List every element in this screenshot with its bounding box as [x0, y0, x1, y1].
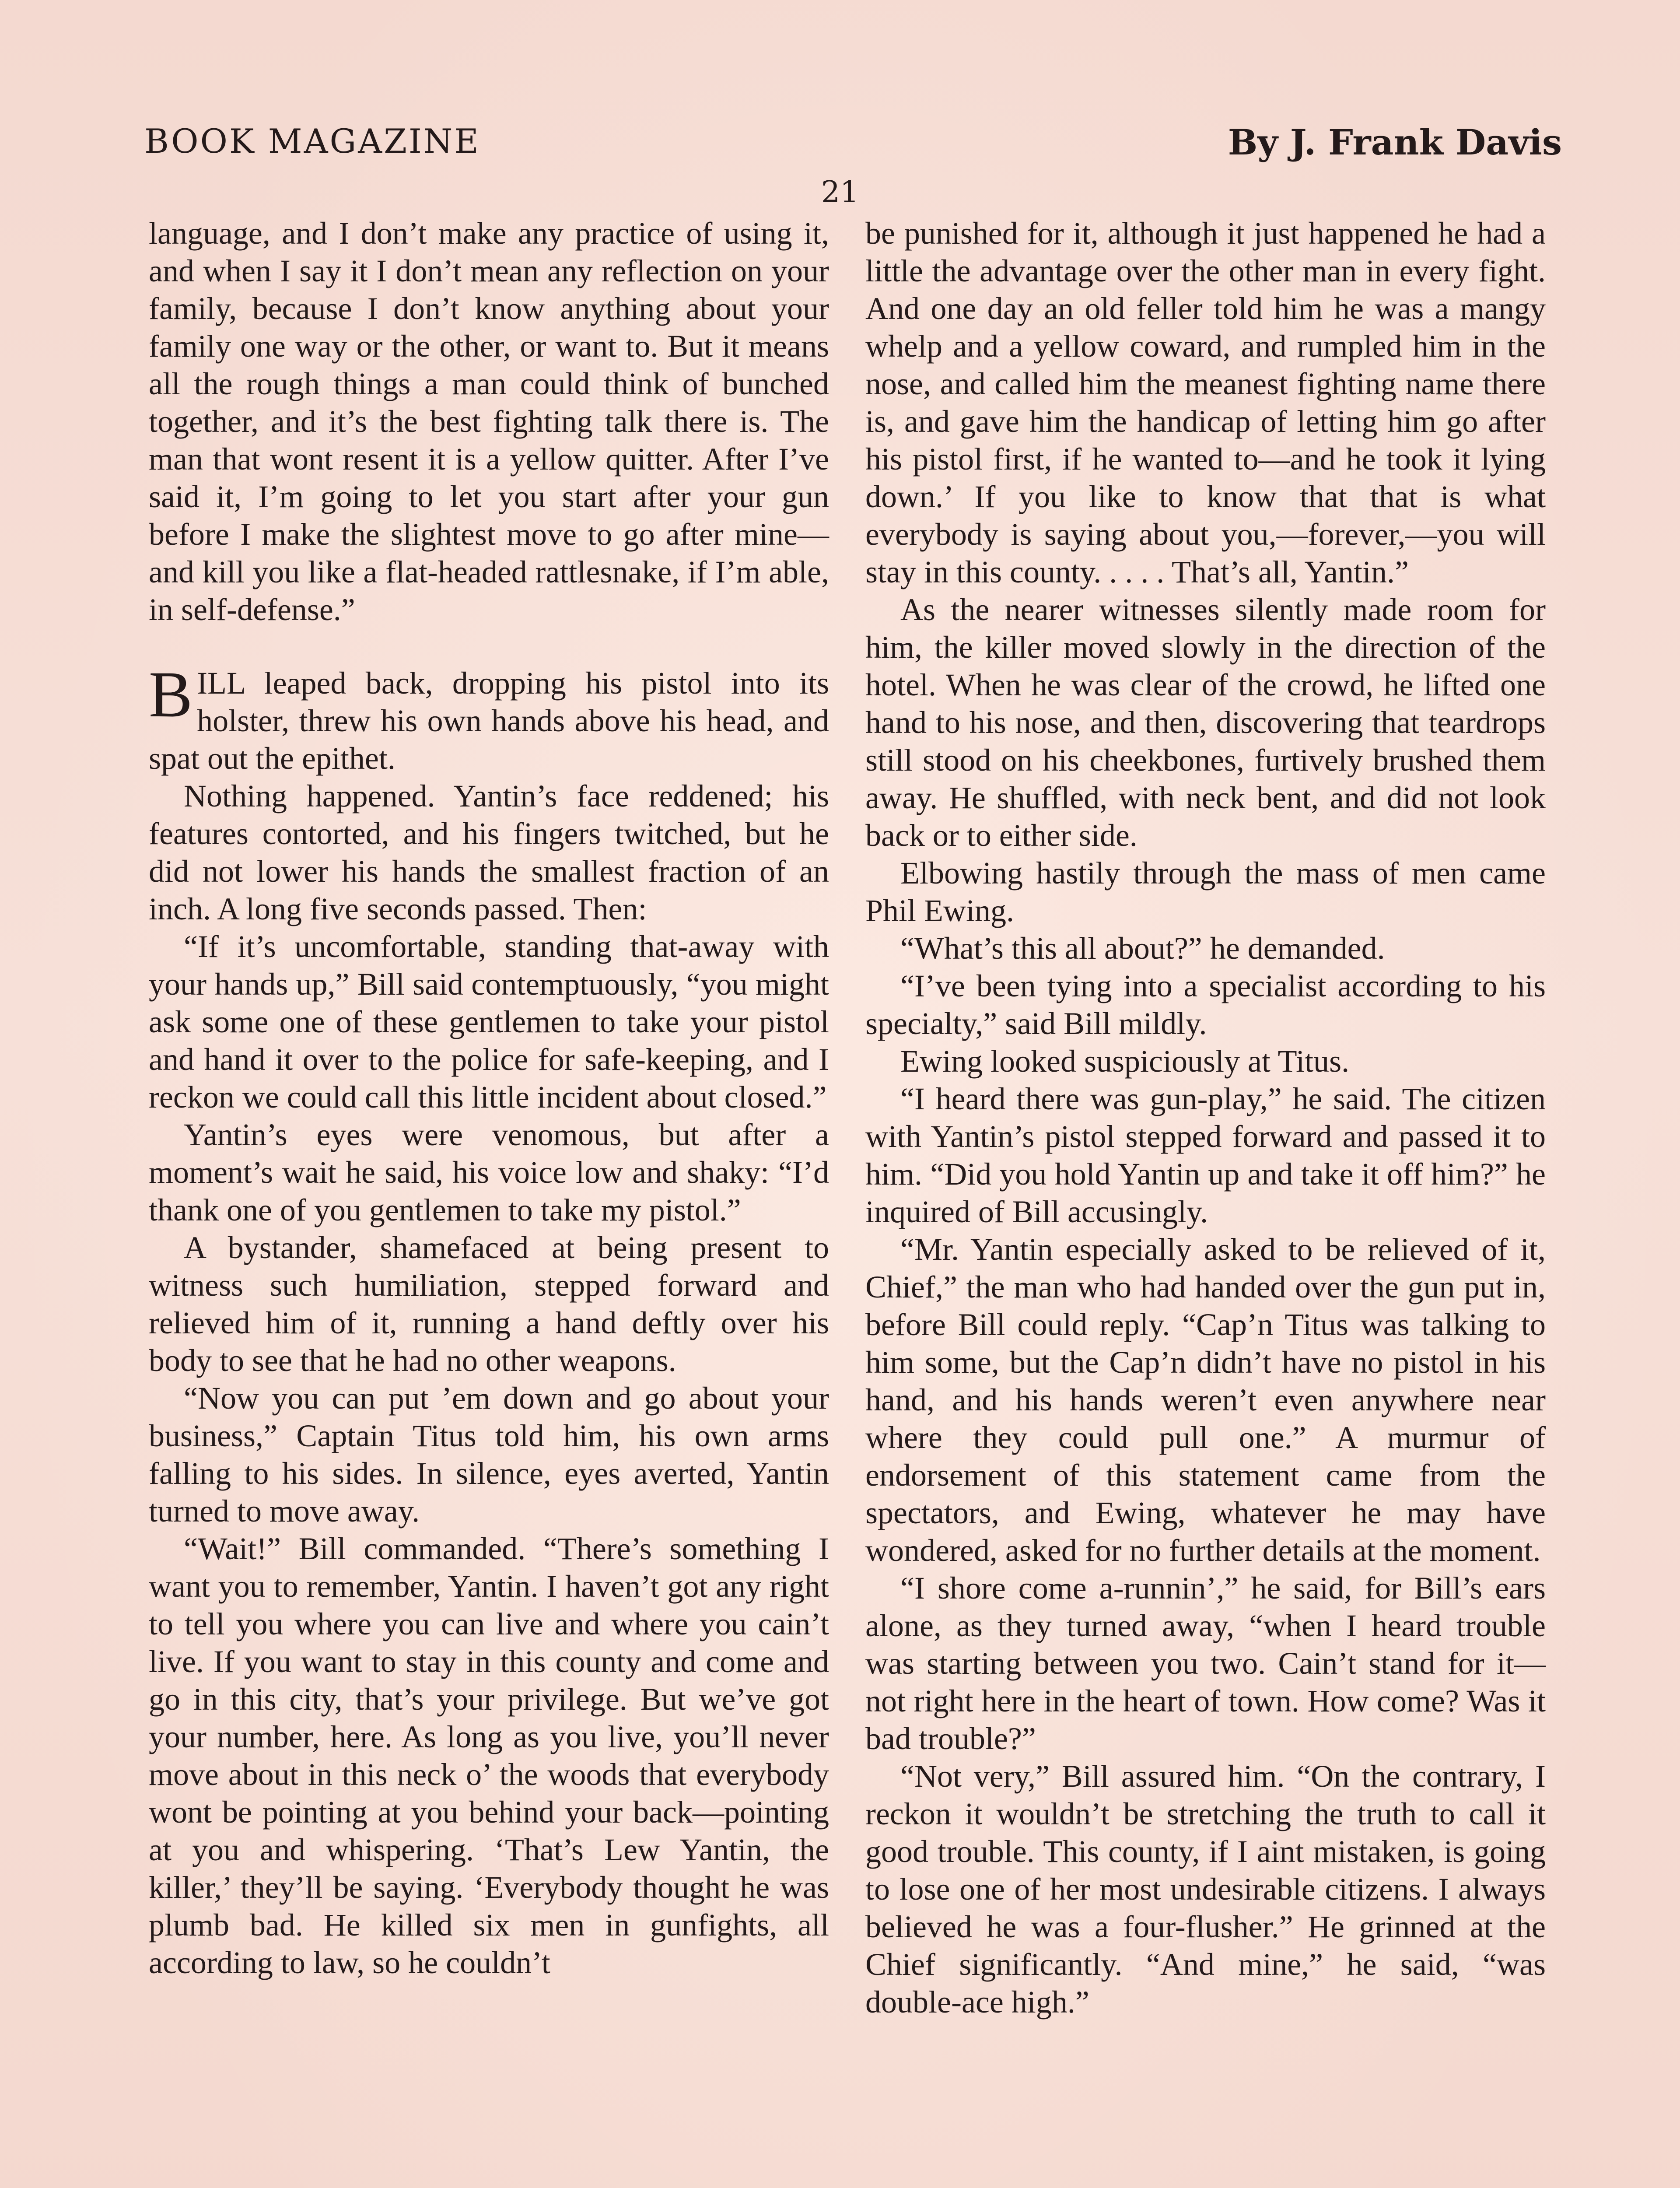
right-column — [865, 214, 1546, 2021]
paragraph: Elbowing hastily through the mass of men came Phil Ewing. — [865, 856, 1546, 928]
page-header — [144, 122, 1562, 170]
paragraph: “I’ve been tying into a specialist according to his specialty,” said Bill mildly. — [865, 968, 1546, 1041]
paragraph: Yantin’s eyes were venomous, but after a moment’s wait he said, his voice low and shaky: “I’d thank one of you gentlemen to take my pistol.” — [149, 1117, 829, 1227]
paragraph: “Now you can put ’em down and go about your business,” Captain Titus told him, his own arms falling to his sides. In silence, eyes averted, Yantin turned to move away. — [149, 1381, 829, 1529]
paragraph: “I shore come a-runnin’,” he said, for Bill’s ears alone, as they turned away, “when I heard trouble was starting between you two. Cain’t stand for it—not right here in the heart of town. How come? Was it bad trouble?” — [865, 1571, 1546, 1756]
paragraph: language, and I don’t make any practice of using it, and when I say it I don’t mean any reflection on your family, because I don’t know anything about your family one way or the other, or want to. But it means all the rough things a man could think of bunched together, and it’s the best fighting talk there is. The man that wont resent it is a yellow quitter. After I’ve said it, I’m going to let you start after your gun before I make the slightest move to go after mine—and kill you like a flat-headed rattlesnake, if I’m able, in self-defense.” — [149, 216, 829, 627]
magazine-title: BOOK MAGAZINE — [144, 122, 480, 161]
left-column — [149, 214, 829, 1981]
paragraph: “What’s this all about?” he demanded. — [900, 931, 1385, 966]
paragraph: “If it’s uncomfortable, standing that-away with your hands up,” Bill said contemptuously, “you might ask some one of these gentlemen to take your pistol and hand it over to the police for safe-keeping, and I reckon we could call this little incident about closed.” — [149, 929, 829, 1115]
paragraph: Ewing looked suspiciously at Titus. — [900, 1044, 1350, 1079]
paragraph: “Not very,” Bill assured him. “On the contrary, I reckon it wouldn’t be stretching the truth to call it good trouble. This county, if I aint mistaken, is going to lose one of her most undesirable citizens. I always believed he was a four-flusher.” He grinned at the Chief significantly. “And mine,” he said, “was double-ace high.” — [865, 1759, 1546, 2020]
paragraph: “Mr. Yantin especially asked to be relieved of it, Chief,” the man who had handed over the gun put in, before Bill could reply. “Cap’n Titus was talking to him some, but the Cap’n didn’t have no pistol in his hand, and his hands weren’t even anywhere near where they could pull one.” A murmur of endorsement of this statement came from the spectators, and Ewing, whatever he may have wondered, asked for no further details at the moment. — [865, 1232, 1546, 1568]
paragraph: be punished for it, although it just happened he had a little the advantage over the other man in every fight. And one day an old feller told him he was a mangy whelp and a yellow coward, and rumpled him in the nose, and called him the meanest fighting name there is, and gave him the handicap of letting him go after his pistol first, if he wanted to—and he took it lying down.’ If you like to know that that is what everybody is saying about you,—forever,—you will stay in this county. . . . . That’s all, Yantin.” — [865, 216, 1546, 589]
paragraph: A bystander, shamefaced at being present to witness such humiliation, stepped forward and relieved him of it, running a hand deftly over his body to see that he had no other weapons. — [149, 1230, 829, 1378]
paragraph: “Wait!” Bill commanded. “There’s something I want you to remember, Yantin. I haven’t got any right to tell you where you can live and where you cain’t live. If you want to stay in this county and come and go in this city, that’s your privilege. But we’ve got your number, here. As long as you live, you’ll never move about in this neck o’ the woods that everybody wont be pointing at you behind your back—pointing at you and whispering. ‘That’s Lew Yantin, the killer,’ they’ll be saying. ‘Everybody thought he was plumb bad. He killed six men in gunfights, all according to law, so he couldn’t — [149, 1531, 829, 1980]
author-byline: By J. Frank Davis — [1228, 122, 1562, 163]
paragraph-drop-cap: BILL leaped back, dropping his pistol into its holster, threw his own hands above his head, and spat out the epithet. — [149, 658, 829, 776]
paragraph: As the nearer witnesses silently made room for him, the killer moved slowly in the direction of the hotel. When he was clear of the crowd, he lifted one hand to his nose, and then, discovering that teardrops still stood on his cheekbones, furtively brushed them away. He shuffled, with neck bent, and did not look back or to either side. — [865, 592, 1546, 853]
paragraph: “I heard there was gun-play,” he said. The citizen with Yantin’s pistol stepped forward and passed it to him. “Did you hold Yantin up and take it off him?” he inquired of Bill accusingly. — [865, 1081, 1546, 1229]
page-number: 21 — [821, 175, 859, 210]
paragraph: Nothing happened. Yantin’s face reddened; his features contorted, and his fingers twitched, but he did not lower his hands the smallest fraction of an inch. A long five seconds passed. Then: — [149, 778, 829, 926]
